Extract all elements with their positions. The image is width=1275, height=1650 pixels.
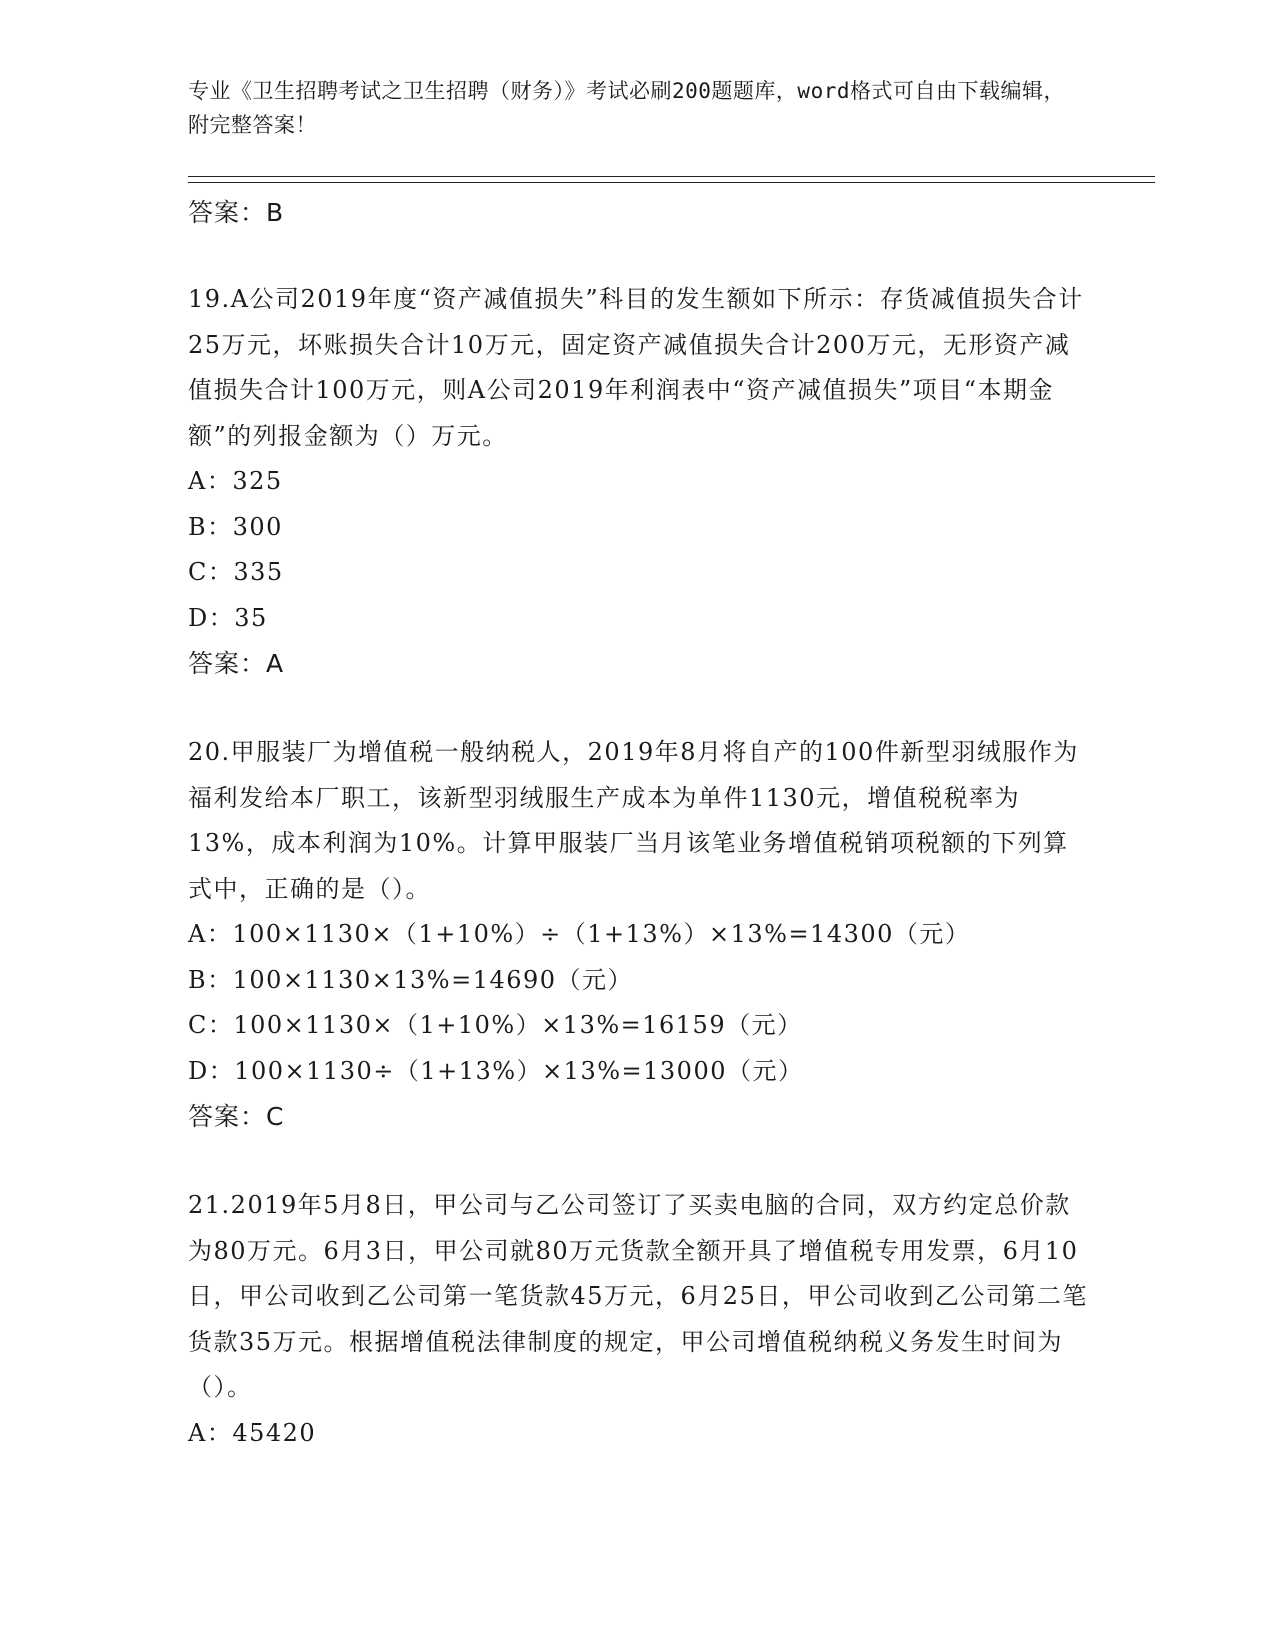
question-stem: 21.2019年5月8日，甲公司与乙公司签订了买卖电脑的合同，双方约定总价款为80万元。6月3日，甲公司就80万元货款全额开具了增值税专用发票，6月10日，甲公司收到乙公司第一笔货款45万元，6月25日，甲公司收到乙公司第二笔货款35万元。根据增值税法律制度的规定，甲公司增值税纳税义务发生时间为（）。 [188,1191,1088,1401]
option-a: A：45420 [188,1418,317,1447]
document-body [188,190,1088,1456]
question-block-20 [188,730,1088,1140]
option-a: A：100×1130×（1+10%）÷（1+13%）×13%=14300（元） [188,920,971,948]
answer-label: 答案：C [188,1102,285,1131]
header-divider [188,176,1155,177]
answer-label: 答案：B [188,198,285,227]
option-c: C：100×1130×（1+10%）×13%=16159（元） [188,1011,803,1039]
page-header: 专业《卫生招聘考试之卫生招聘（财务）》考试必刷200题题库，word格式可自由下载编辑，附完整答案！ [188,79,1065,137]
question-block-19 [188,277,1088,687]
question-block-21 [188,1183,1088,1456]
option-c: C：335 [188,558,284,586]
answer-label: 答案：A [188,649,285,678]
option-b: B：300 [188,512,283,541]
option-b: B：100×1130×13%=14690（元） [188,965,634,994]
question-stem: 20.甲服装厂为增值税一般纳税人，2019年8月将自产的100件新型羽绒服作为福利发给本厂职工，该新型羽绒服生产成本为单件1130元，增值税税率为13%，成本利润为10%。计算甲服装厂当月该笔业务增值税销项税额的下列算式中，正确的是（）。 [188,738,1079,903]
option-d: D：100×1130÷（1+13%）×13%=13000（元） [188,1056,804,1085]
option-a: A：325 [188,467,283,495]
header-divider [188,182,1155,183]
question-stem: 19.A公司2019年度“资产减值损失”科目的发生额如下所示：存货减值损失合计25万元，坏账损失合计10万元，固定资产减值损失合计200万元，无形资产减值损失合计100万元，则A公司2019年利润表中“资产减值损失”项目“本期金额”的列报金额为（）万元。 [188,285,1084,450]
option-d: D：35 [188,603,268,632]
